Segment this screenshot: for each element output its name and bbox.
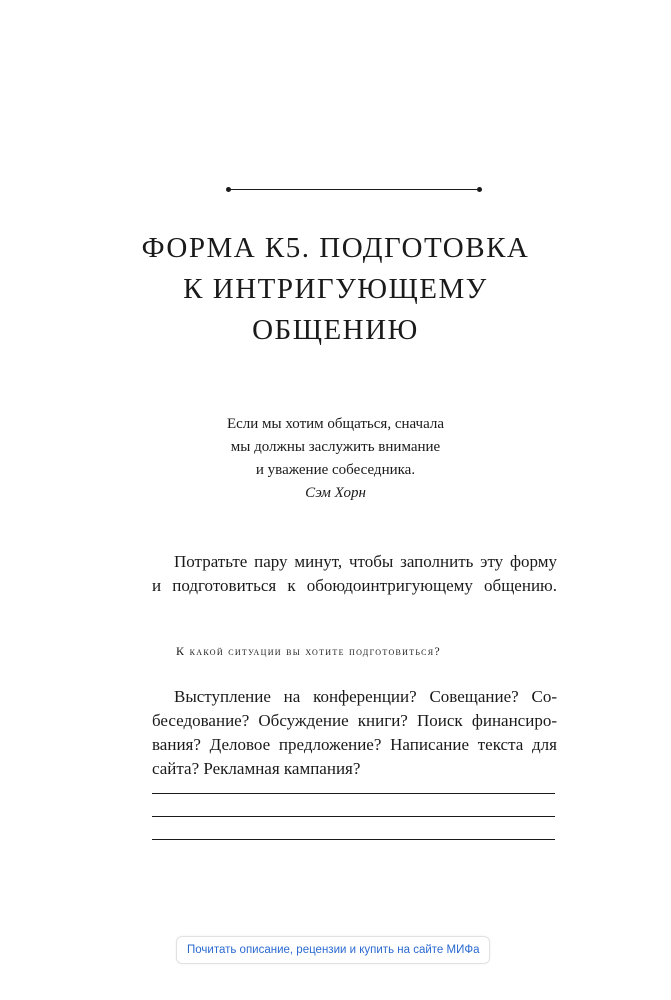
title-line: К ИНТРИГУЮЩЕМУ <box>183 273 488 305</box>
body-line: вания? Деловое предложение? Написание текста для <box>152 735 557 754</box>
title-line: ФОРМА К5. ПОДГОТОВКА <box>141 232 530 264</box>
epigraph-author: Сэм Хорн <box>305 485 366 501</box>
body-line: сайта? Рекламная кампания? <box>152 759 361 778</box>
decorative-divider <box>228 189 480 190</box>
epigraph-line: мы должны заслужить внимание <box>230 439 441 455</box>
answer-line[interactable] <box>152 839 555 840</box>
intro-paragraph <box>152 550 557 598</box>
buy-link[interactable]: Почитать описание, рецензии и купить на сайте МИФа <box>176 936 490 964</box>
intro-line: Потратьте пару минут, чтобы заполнить эту форму <box>174 552 557 571</box>
page-title <box>100 228 571 351</box>
epigraph-line: Если мы хотим общаться, сначала <box>226 416 445 432</box>
body-line: Выступление на конференции? Совещание? Со- <box>174 687 557 706</box>
body-line: беседование? Обсуждение книги? Поиск финансиро- <box>152 711 557 730</box>
body-paragraph <box>152 685 557 781</box>
divider-dot-left <box>226 187 231 192</box>
epigraph-line: и уважение собеседника. <box>255 462 416 478</box>
divider-dot-right <box>477 187 482 192</box>
title-line: ОБЩЕНИЮ <box>252 314 419 346</box>
intro-line: и подготовиться к обоюдоинтригующему общению. <box>152 576 557 595</box>
answer-line[interactable] <box>152 793 555 794</box>
epigraph <box>150 413 521 505</box>
answer-line[interactable] <box>152 816 555 817</box>
section-question: К какой ситуации вы хотите подготовиться? <box>176 644 442 658</box>
